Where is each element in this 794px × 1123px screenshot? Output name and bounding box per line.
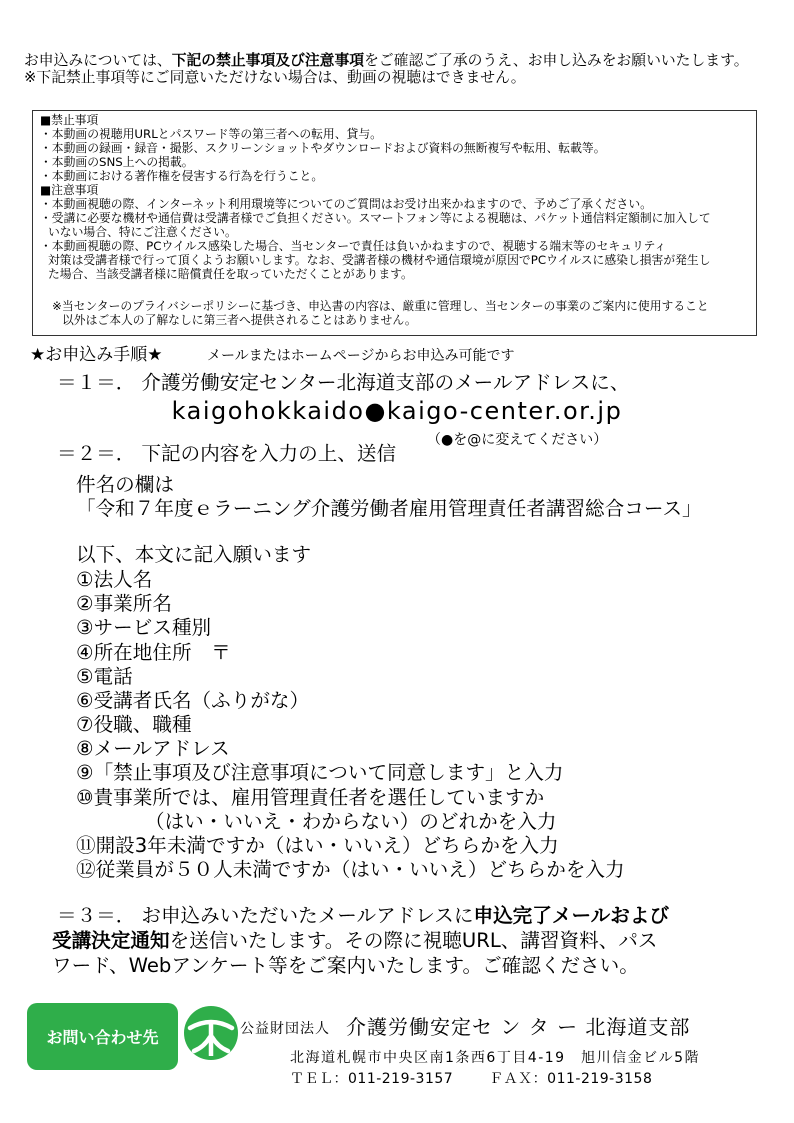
prohibited-item: ・本動画の録画・録音・撮影、スクリーンショットやダウンロードおよび資料の無断複写や転用、転載等。 [40, 141, 606, 155]
body-items-list [76, 568, 625, 882]
contact-label-badge [27, 1003, 178, 1070]
org-address: 北海道札幌市中央区南1条西6丁目4-19 旭川信金ビル5階 [290, 1050, 700, 1066]
step-1-text: 介護労働安定センター北海道支部のメールアドレスに、 [141, 371, 630, 394]
fax-number: ＦＡＸ：011-219-3158 [489, 1071, 653, 1087]
body-item-continuation: （はい・いいえ・わからない）のどれかを入力 [145, 809, 557, 833]
intro-notice [24, 52, 749, 86]
body-item: ⑨「禁止事項及び注意事項について同意します」と入力 [76, 761, 564, 785]
step-3-label: ＝３＝． [57, 904, 136, 927]
step-3-emphasis: 受講決定通知 [52, 929, 170, 952]
step-3-line-3: ワード、Webアンケート等をご案内いたします。ご確認ください。 [52, 954, 639, 977]
body-intro: 以下、本文に記入願います [76, 543, 312, 566]
phone-fax [290, 1070, 652, 1088]
body-item: ⑪開設3年未満ですか（はい・いいえ）どちらかを入力 [76, 833, 559, 857]
prohibited-item: ・本動画のSNS上への掲載。 [40, 155, 194, 169]
step-3-line-2 [52, 928, 669, 953]
body-item: ⑧メールアドレス [76, 737, 230, 761]
step-2-label: ＝２＝． [57, 442, 136, 465]
privacy-note-continuation: 以外はご本人の了解なしに第三者へ提供されることはありません。 [62, 313, 417, 327]
body-item: ①法人名 [76, 568, 153, 591]
body-item: ⑥受講者氏名（ふりがな） [76, 688, 310, 712]
body-item: ⑤電話 [76, 664, 133, 688]
step-2-text: 下記の内容を入力の上、送信 [141, 442, 397, 465]
email-note: （●を@に変えてください） [427, 432, 608, 448]
phone-number: ＴＥＬ：011-219-3157 [290, 1071, 454, 1087]
prohibited-item: ・本動画の視聴用URLとパスワード等の第三者への転用、貸与。 [40, 127, 382, 141]
body-item: ④所在地住所 〒 [76, 640, 231, 664]
caution-item-continuation: いない場合、特にご注意ください。 [48, 225, 237, 239]
caution-heading: ■注意事項 [40, 183, 99, 197]
prohibited-heading: ■禁止事項 [40, 113, 99, 127]
privacy-note: ※当センターのプライバシーポリシーに基づき、申込書の内容は、厳重に管理し、当センターの事業のご案内に使用すること [52, 299, 709, 313]
terms-notice-box [32, 110, 757, 336]
intro-emphasis: 下記の禁止事項及び注意事項 [171, 52, 365, 69]
step-1 [57, 371, 629, 395]
contact-label: お問い合わせ先 [46, 1028, 159, 1047]
org-name: 介護労働安定セ ン タ ー 北海道支部 [346, 1015, 691, 1039]
intro-line-1 [24, 52, 749, 69]
step-3 [52, 903, 669, 978]
center-logo-icon [183, 1005, 239, 1061]
email-subject: 「令和７年度ｅラーニング介護労働者雇用管理責任者講習総合コース」 [76, 497, 702, 520]
body-item: ③サービス種別 [76, 616, 212, 640]
caution-item: ・本動画視聴の際、PCウイルス感染した場合、当センターで責任は負いかねますので、視聴する端末等のセキュリティ [40, 239, 667, 253]
intro-line-1-start: お申込みについては、 [24, 52, 172, 69]
body-item: ⑩貴事業所では、雇用管理責任者を選任していますか [76, 785, 545, 809]
step-3-emphasis: 申込完了メールおよび [473, 904, 670, 927]
subject-label: 件名の欄は [76, 473, 174, 496]
body-item: ⑫従業員が５０人未満ですか（はい・いいえ）どちらかを入力 [76, 858, 625, 882]
step-3-line-1 [52, 903, 669, 928]
org-type: 公益財団法人 [240, 1021, 330, 1037]
step-3-text: を送信いたします。その際に視聴URL、講習資料、パス [169, 929, 658, 952]
intro-line-1-end: をご確認ご了承のうえ、お申し込みをお願いいたします。 [364, 52, 749, 69]
contact-email: kaigohokkaido●kaigo-center.or.jp [171, 397, 623, 425]
spacer [40, 281, 749, 299]
step-1-label: ＝１＝． [57, 371, 136, 394]
body-item: ②事業所名 [76, 592, 172, 616]
intro-line-2: ※下記禁止事項等にご同意いただけない場合は、動画の視聴はできません。 [24, 69, 526, 86]
caution-item-continuation: た場合、当該受講者様に賠償責任を取っていただくことがあります。 [48, 267, 413, 281]
prohibited-item: ・本動画における著作権を侵害する行為を行うこと。 [40, 169, 324, 183]
step-2 [57, 442, 396, 466]
caution-item-continuation: 対策は受講者様で行って頂くようお願いします。なお、受講者様の機材や通信環境が原因でPCウイルスに感染し損害が発生し [48, 253, 711, 267]
procedure-channels: メールまたはホームページからお申込み可能です [207, 348, 515, 364]
caution-item: ・受講に必要な機材や通信費は受講者様でご負担ください。スマートフォン等による視聴は、パケット通信料定額制に加入して [40, 211, 711, 225]
step-3-text: お申込みいただいたメールアドレスに [141, 904, 474, 927]
caution-item: ・本動画視聴の際、インターネット利用環境等についてのご質問はお受け出来かねますので、予めご了承ください。 [40, 197, 652, 211]
procedure-heading: ★お申込み手順★ [30, 345, 163, 365]
body-item: ⑦役職、職種 [76, 713, 192, 737]
